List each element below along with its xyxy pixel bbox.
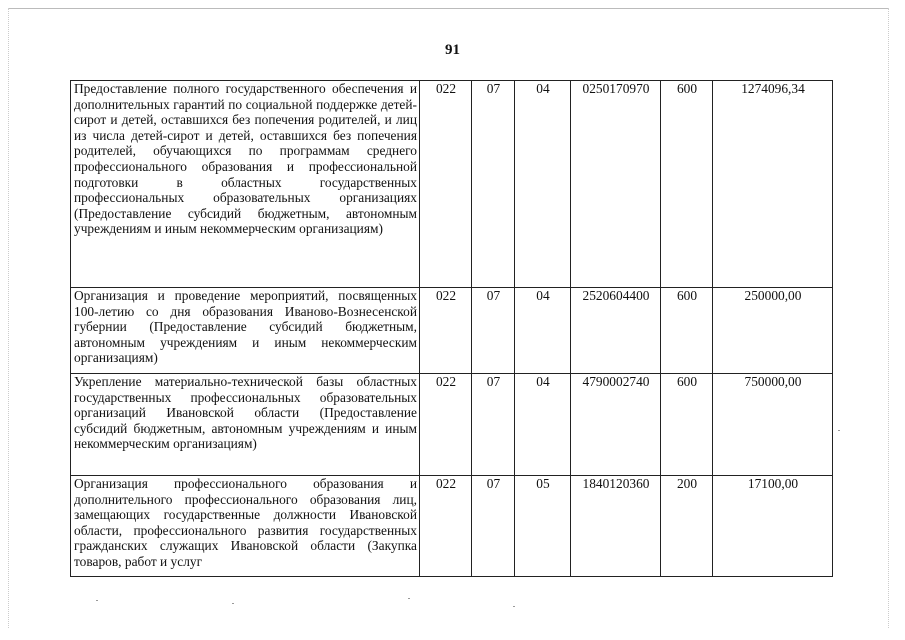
table-row (71, 81, 833, 288)
scan-top-edge (8, 8, 888, 9)
table-row (71, 374, 833, 476)
scan-speck (408, 598, 410, 599)
ministry-code: 022 (420, 476, 472, 577)
subsection-code: 05 (515, 476, 571, 577)
section-code: 07 (472, 81, 515, 288)
scan-left-edge (8, 8, 9, 628)
expense-type-code: 200 (661, 476, 713, 577)
subsection-code: 04 (515, 288, 571, 374)
section-code: 07 (472, 374, 515, 476)
row-description: Организация и проведение мероприятий, посвященных 100-летию со дня образования Иваново-Вознесенской губернии (Предоставление субсидий бюджетным, автономным учреждениям и иным некоммерческим организациям) (71, 288, 420, 374)
ministry-code: 022 (420, 374, 472, 476)
target-article-code: 4790002740 (571, 374, 661, 476)
scan-speck (232, 603, 234, 604)
row-description: Укрепление материально-технической базы областных государственных профессиональных образовательных организаций Ивановской области (Предоставление субсидий бюджетным, автономным учреждениям и иным некоммерческим организациям) (71, 374, 420, 476)
subsection-code: 04 (515, 374, 571, 476)
target-article-code: 0250170970 (571, 81, 661, 288)
amount: 17100,00 (713, 476, 833, 577)
amount: 750000,00 (713, 374, 833, 476)
scan-right-edge (888, 8, 889, 628)
budget-table (70, 80, 833, 577)
target-article-code: 2520604400 (571, 288, 661, 374)
page-number: 91 (445, 42, 460, 58)
ministry-code: 022 (420, 288, 472, 374)
scan-speck (513, 606, 515, 607)
target-article-code: 1840120360 (571, 476, 661, 577)
section-code: 07 (472, 476, 515, 577)
amount: 250000,00 (713, 288, 833, 374)
amount: 1274096,34 (713, 81, 833, 288)
scan-speck (96, 600, 98, 601)
scan-speck (838, 430, 840, 431)
row-description: Предоставление полного государственного обеспечения и дополнительных гарантий по социальной поддержке детей-сирот и детей, оставшихся без попечения родителей, и лиц из числа детей-сирот и детей, оставшихся без попечения родителей, обучающихся по программам среднего профессионального образования и профессиональной подготовки в областных государственных профессиональных образовательных организациях (Предоставление субсидий бюджетным, автономным учреждениям и иным некоммерческим организациям) (71, 81, 420, 288)
page-bottom-margin (70, 578, 833, 640)
ministry-code: 022 (420, 81, 472, 288)
table-row (71, 288, 833, 374)
expense-type-code: 600 (661, 81, 713, 288)
expense-type-code: 600 (661, 288, 713, 374)
table-row (71, 476, 833, 577)
subsection-code: 04 (515, 81, 571, 288)
expense-type-code: 600 (661, 374, 713, 476)
section-code: 07 (472, 288, 515, 374)
row-description: Организация профессионального образования и дополнительного профессионального образования лиц, замещающих государственные должности Ивановской области, профессионального развития государственных гражданских служащих Ивановской области (Закупка товаров, работ и услуг (71, 476, 420, 577)
